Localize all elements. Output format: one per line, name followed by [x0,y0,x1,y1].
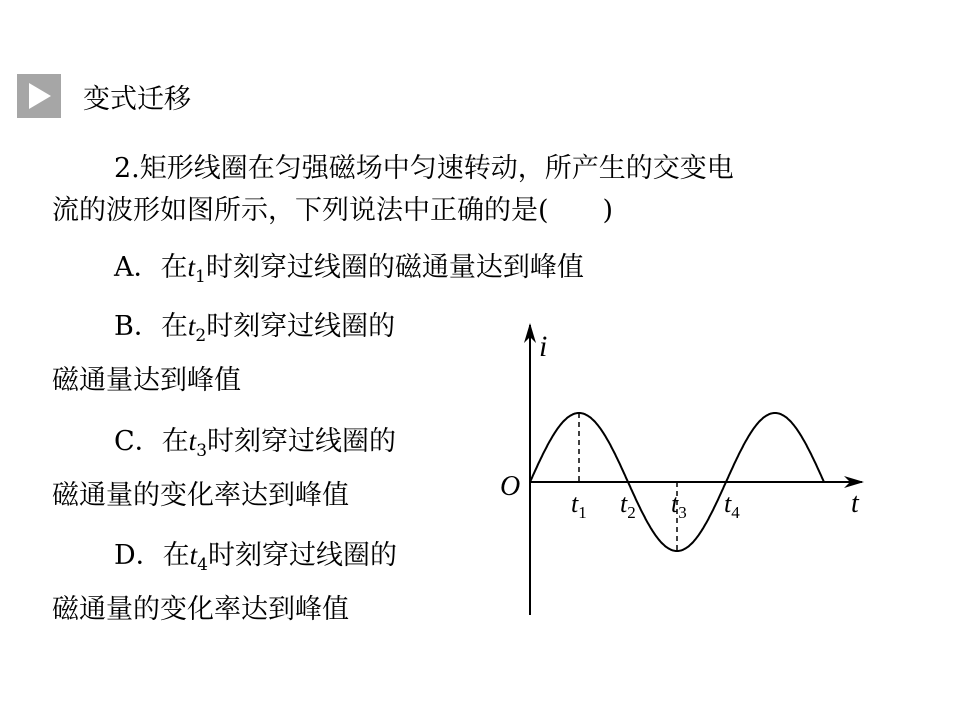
option-c: C．在$t_3$时刻穿过线圈的 [114,426,397,461]
option-a: A．在$t_1$时刻穿过线圈的磁通量达到峰值 [114,252,584,287]
question-close-bracket: ) [602,195,614,226]
tick-label-t4: $t_4$ [724,489,740,522]
origin-label: O [500,471,521,502]
play-icon [17,74,61,118]
option-d: D．在$t_4$时刻穿过线圈的 [114,540,397,575]
tick-label-t1: $t_1$ [571,489,587,522]
option-c-cont: 磁通量的变化率达到峰值 [52,480,349,511]
question-line-1: 2.矩形线圈在匀强磁场中匀速转动，所产生的交变电 [114,153,734,184]
current-waveform-graph [490,315,880,625]
option-b-cont: 磁通量达到峰值 [52,365,241,396]
tick-label-t2: $t_2$ [620,489,636,522]
question-text: 流的波形如图所示，下列说法中正确的是( [52,195,549,226]
section-title: 变式迁移 [83,83,191,115]
section-header [17,74,191,118]
x-axis-label: t [851,488,859,519]
question-line-2 [52,194,613,228]
option-b: B．在$t_2$时刻穿过线圈的 [114,311,396,346]
tick-label-t3: $t_3$ [671,489,687,522]
y-axis-label: i [539,330,548,363]
option-d-cont: 磁通量的变化率达到峰值 [52,594,349,625]
